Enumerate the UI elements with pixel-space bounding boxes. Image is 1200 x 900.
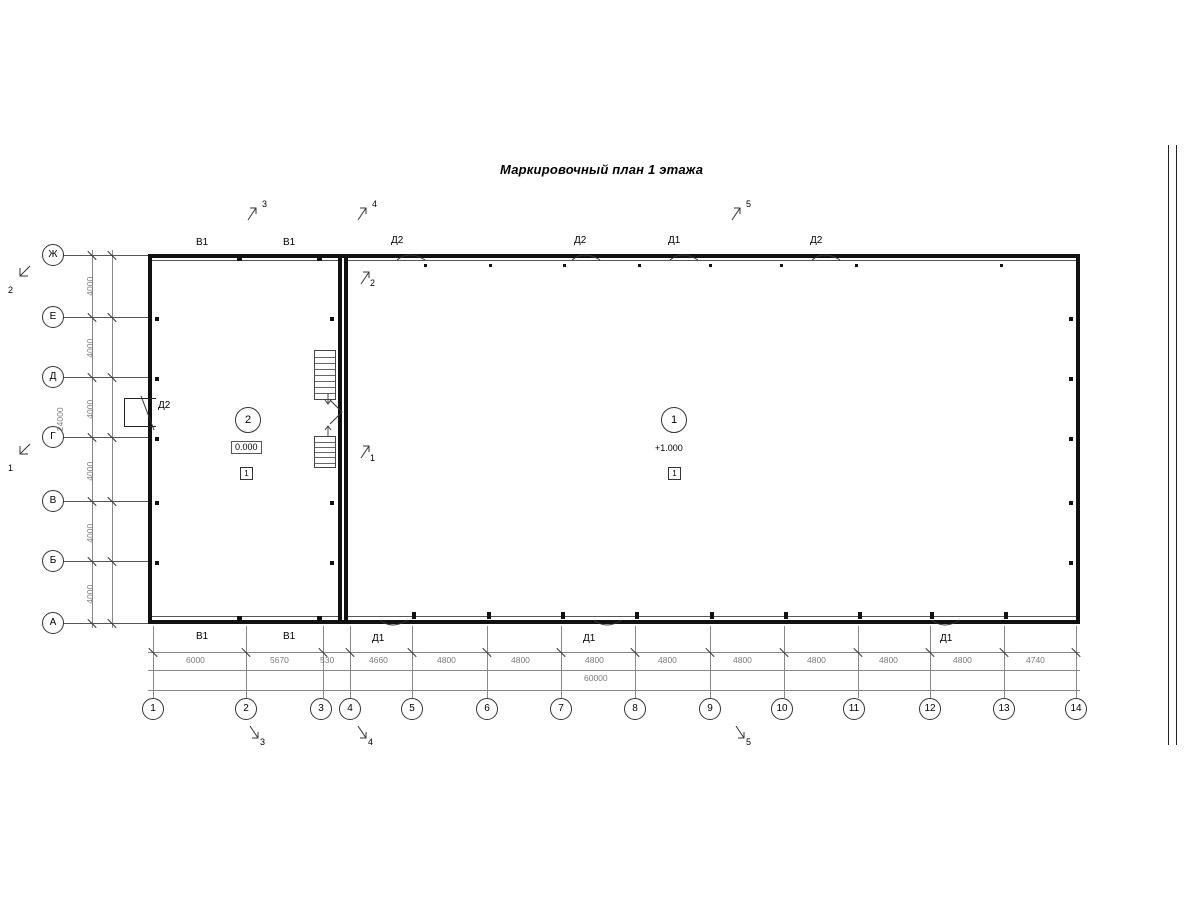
- axis-bubble-12[interactable]: 12: [919, 698, 941, 720]
- column-marker: [330, 317, 334, 321]
- dim-ext: [487, 626, 488, 698]
- opening-label-bottom-2: В1: [283, 631, 296, 642]
- hdim-label-11: 4800: [879, 655, 898, 665]
- door-swing-bottom-3: [930, 612, 970, 632]
- axis-bubble-10[interactable]: 10: [771, 698, 793, 720]
- column-marker: [709, 264, 712, 267]
- section-mark-4-bottom-label: 4: [368, 737, 374, 747]
- hdim-label-5: 4800: [437, 655, 456, 665]
- column-marker: [561, 612, 565, 619]
- vdim-label-5: 4000: [84, 523, 95, 543]
- dim-ext: [710, 626, 711, 698]
- column-marker: [237, 256, 242, 261]
- opening-label-top-3: Д2: [391, 235, 404, 246]
- vdim-label-3: 4000: [84, 399, 95, 419]
- dim-ext: [858, 626, 859, 698]
- dim-ext: [784, 626, 785, 698]
- column-marker: [330, 501, 334, 505]
- column-marker: [237, 616, 242, 621]
- dim-ext: [412, 626, 413, 698]
- column-marker: [780, 264, 783, 267]
- column-marker: [635, 612, 639, 619]
- column-marker: [563, 264, 566, 267]
- hdim-label-7: 4800: [585, 655, 604, 665]
- vdim-label-2: 4000: [84, 338, 95, 358]
- section-mark-2-inner-label: 2: [370, 278, 376, 288]
- door-swing-top-1: [395, 248, 435, 268]
- hdim-label-3: 530: [320, 655, 335, 665]
- room-number-2[interactable]: 2: [235, 407, 261, 433]
- section-mark-2-inner-arrow: [358, 266, 380, 288]
- column-marker: [1069, 377, 1073, 381]
- column-marker: [155, 501, 159, 505]
- door-swing-left-entry: [138, 392, 164, 436]
- axis-bubble-9[interactable]: 9: [699, 698, 721, 720]
- room-elevation-2: 0.000: [231, 441, 262, 454]
- axis-bubble-6[interactable]: 6: [476, 698, 498, 720]
- door-swing-top-2: [570, 248, 610, 268]
- section-mark-1-inner-arrow: [358, 440, 380, 462]
- door-swing-top-3: [668, 248, 708, 268]
- axis-bubble-e[interactable]: Е: [42, 306, 64, 328]
- section-mark-5-bottom-label: 5: [746, 737, 752, 747]
- axis-bubble-d[interactable]: Д: [42, 366, 64, 388]
- room-number-1[interactable]: 1: [661, 407, 687, 433]
- axis-leader-g: [64, 437, 152, 438]
- page-title: Маркировочный план 1 этажа: [500, 162, 704, 177]
- opening-label-top-2: В1: [283, 237, 296, 248]
- opening-label-bottom-5: Д1: [940, 633, 953, 644]
- stair-lower-flight: [314, 436, 336, 468]
- interior-partition-wall-second: [344, 254, 348, 624]
- section-mark-5-top-label: 5: [746, 199, 752, 209]
- hdim-label-total: 60000: [584, 673, 608, 683]
- horizontal-dim-line-2: [148, 670, 1080, 671]
- column-marker: [1004, 612, 1008, 619]
- dim-ext: [153, 626, 154, 698]
- vdim-label-6: 4000: [84, 584, 95, 604]
- dim-ext: [350, 626, 351, 698]
- wall-inner-face-bottom-left: [152, 616, 338, 617]
- hdim-label-4: 4660: [369, 655, 388, 665]
- opening-label-top-4: Д2: [574, 235, 587, 246]
- column-marker: [155, 437, 159, 441]
- opening-label-bottom-4: Д1: [583, 633, 596, 644]
- hdim-label-8: 4800: [658, 655, 677, 665]
- opening-label-bottom-3: Д1: [372, 633, 385, 644]
- column-marker: [155, 377, 159, 381]
- sheet-frame-line-outer: [1176, 145, 1177, 745]
- room-elevation-1: +1.000: [655, 443, 683, 453]
- axis-leader-e: [64, 317, 152, 318]
- sheet-frame-line-inner: [1168, 145, 1169, 745]
- axis-bubble-13[interactable]: 13: [993, 698, 1015, 720]
- column-marker: [1000, 264, 1003, 267]
- room-finish-mark-2: 1: [240, 467, 253, 480]
- opening-label-bottom-1: В1: [196, 631, 209, 642]
- hdim-label-2: 5670: [270, 655, 289, 665]
- section-mark-5-top-arrow: [730, 200, 756, 222]
- exterior-wall-right: [1076, 254, 1080, 624]
- section-mark-4-top-arrow: [356, 200, 382, 222]
- axis-leader-a: [64, 623, 152, 624]
- column-marker: [155, 561, 159, 565]
- dim-ext: [635, 626, 636, 698]
- column-marker: [489, 264, 492, 267]
- dim-ext: [1004, 626, 1005, 698]
- hdim-label-10: 4800: [807, 655, 826, 665]
- hdim-label-1: 6000: [186, 655, 205, 665]
- axis-bubble-2[interactable]: 2: [235, 698, 257, 720]
- column-marker: [1069, 437, 1073, 441]
- axis-bubble-11[interactable]: 11: [843, 698, 865, 720]
- section-mark-1-left-label: 1: [8, 463, 14, 473]
- section-mark-3-bottom-label: 3: [260, 737, 266, 747]
- axis-bubble-b[interactable]: Б: [42, 550, 64, 572]
- horizontal-dim-line-1: [148, 652, 1080, 653]
- hdim-label-12: 4800: [953, 655, 972, 665]
- section-mark-2-left-label: 2: [8, 285, 14, 295]
- column-marker: [317, 616, 322, 621]
- wall-inner-face-top-left: [152, 260, 338, 261]
- axis-leader-d: [64, 377, 152, 378]
- opening-label-top-1: В1: [196, 237, 209, 248]
- column-marker: [858, 612, 862, 619]
- section-mark-4-top-label: 4: [372, 199, 378, 209]
- vdim-label-total: 24000: [54, 407, 65, 432]
- axis-bubble-g[interactable]: Г: [42, 426, 64, 448]
- column-marker: [487, 612, 491, 619]
- dim-ext: [246, 626, 247, 698]
- section-mark-3-top-label: 3: [262, 199, 268, 209]
- hdim-label-9: 4800: [733, 655, 752, 665]
- column-marker: [155, 317, 159, 321]
- opening-label-left-d2: Д2: [158, 400, 171, 411]
- column-marker: [330, 561, 334, 565]
- horizontal-dim-line-3: [148, 690, 1080, 691]
- exterior-wall-left: [148, 254, 152, 624]
- axis-bubble-a[interactable]: А: [42, 612, 64, 634]
- axis-bubble-14[interactable]: 14: [1065, 698, 1087, 720]
- axis-bubble-1[interactable]: 1: [142, 698, 164, 720]
- partition-opening-notch: [328, 398, 348, 426]
- door-swing-bottom-2: [592, 612, 632, 632]
- axis-leader-b: [64, 561, 152, 562]
- column-marker: [1069, 317, 1073, 321]
- dim-ext: [930, 626, 931, 698]
- axis-bubble-4[interactable]: 4: [339, 698, 361, 720]
- axis-leader-zh: [64, 255, 152, 256]
- column-marker: [784, 612, 788, 619]
- hdim-label-6: 4800: [511, 655, 530, 665]
- door-swing-top-4: [810, 248, 850, 268]
- wall-inner-face-top-right: [348, 260, 1076, 261]
- column-marker: [1069, 561, 1073, 565]
- column-marker: [1069, 501, 1073, 505]
- axis-bubble-v[interactable]: В: [42, 490, 64, 512]
- opening-label-top-6: Д2: [810, 235, 823, 246]
- hdim-label-13: 4740: [1026, 655, 1045, 665]
- vdim-label-4: 4000: [84, 461, 95, 481]
- column-marker: [638, 264, 641, 267]
- axis-leader-v: [64, 501, 152, 502]
- vdim-label-1: 4000: [84, 276, 95, 296]
- axis-bubble-5[interactable]: 5: [401, 698, 423, 720]
- opening-label-top-5: Д1: [668, 235, 681, 246]
- dim-ext: [561, 626, 562, 698]
- column-marker: [855, 264, 858, 267]
- interior-partition-wall: [338, 254, 342, 624]
- stair-direction-arrow-up: [322, 424, 334, 438]
- dim-ext: [1076, 626, 1077, 698]
- vestibule-left-wall: [124, 398, 125, 426]
- axis-bubble-8[interactable]: 8: [624, 698, 646, 720]
- section-mark-3-top-arrow: [246, 200, 272, 222]
- axis-bubble-3[interactable]: 3: [310, 698, 332, 720]
- column-marker: [710, 612, 714, 619]
- section-mark-1-left-arrow: [8, 440, 34, 464]
- room-finish-mark-1: 1: [668, 467, 681, 480]
- axis-bubble-7[interactable]: 7: [550, 698, 572, 720]
- exterior-wall-top: [148, 254, 1080, 258]
- section-mark-2-left-arrow: [8, 262, 34, 286]
- axis-bubble-zh[interactable]: Ж: [42, 244, 64, 266]
- section-mark-1-inner-label: 1: [370, 453, 376, 463]
- column-marker: [317, 256, 322, 261]
